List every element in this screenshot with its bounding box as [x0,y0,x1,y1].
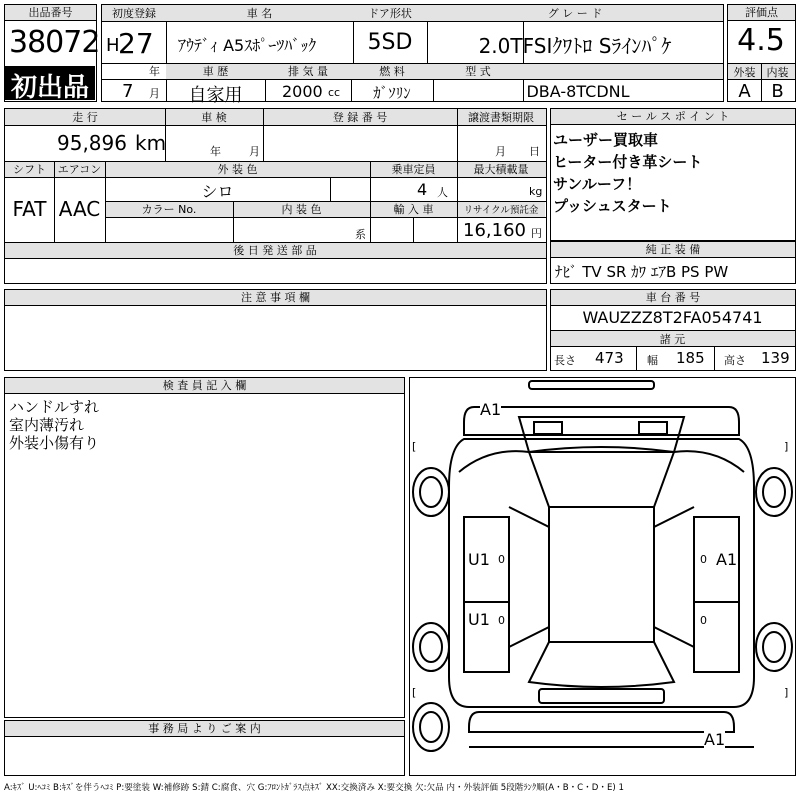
transfer-month-unit: 月 [495,145,506,158]
transfer-label: 譲渡書類期限 [468,111,534,124]
height-label: 高さ [724,354,746,367]
equipment-box [550,241,796,284]
sales-point: ユーザー買取車 [553,131,659,149]
mileage-unit: km [135,131,167,155]
first-listing-text: 初出品 [10,73,89,103]
year: 27 [118,27,154,60]
score-label: 評価点 [728,5,795,21]
interior-label: 内装 [766,66,789,79]
grade: 2.0TFSIｸﾜﾄﾛ Sﾗｲﾝﾊﾟｹ [478,34,672,58]
bracket-right-close: ] [784,440,789,453]
car-diagram [409,377,796,776]
sales-point: ヒーター付き革シート [553,153,703,171]
shift-label: シフト [13,163,46,176]
recycle-unit: 円 [531,227,542,240]
import-label: 輸 入 車 [393,203,434,216]
sales-point: プッシュスタート [553,197,672,215]
mark-left-front-door: U1 [468,550,490,569]
width: 185 [676,349,705,367]
exterior-grade: A [738,81,751,102]
zero-mark: 0 [700,553,707,566]
shift: FAT [12,197,47,221]
score: 4.5 [737,23,785,58]
inspection-month-unit: 月 [249,145,260,158]
fuel-label: 燃 料 [379,65,405,78]
exterior-label: 外装 [733,66,756,79]
width-label: 幅 [647,354,658,367]
ac: AAC [58,197,101,221]
score-box [727,4,796,102]
max-load-label: 最大積載量 [473,163,529,176]
damage-diagram-box [409,377,796,776]
grade-label: グ レ ー ド [547,7,603,20]
chassis-box [550,289,796,371]
notes-box [4,289,547,371]
chassis-number: WAUZZZ8T2FA054741 [582,308,763,327]
mark-front: A1 [480,400,502,419]
month-unit: 月 [149,87,160,100]
capacity-label: 乗車定員 [391,163,436,176]
int-color-unit: 系 [355,228,366,241]
history-label: 車 歴 [202,65,229,78]
ext-color: シロ [201,182,234,201]
sales-points-box [550,108,796,241]
history: 自家用 [188,85,243,106]
vehicle-header-table [101,4,724,106]
inspector-note: 外装小傷有り [9,434,100,452]
mark-rear: A1 [704,730,726,749]
legend: A:ｷｽﾞ U:ﾍｺﾐ B:ｷｽﾞを伴うﾍｺﾐ P:要塗装 W:補修跡 S:錆 C:腐食、穴 G:ﾌﾛﾝﾄｶﾞﾗｽ点ｷｽﾞ XX:交換済み X:要交換 欠:欠品 内・外装評価 5段階ﾗﾝｸ順(A・B・C・D・E) 1 [4,783,624,793]
color-no-label: カラー No. [141,203,197,216]
specs-label: 諸 元 [659,333,686,346]
office-label: 事 務 局 よ り ご 案 内 [5,721,404,737]
bracket-left-open: [ [412,440,417,453]
recycle-label: リサイクル預託金 [463,205,539,216]
era: H [106,35,120,56]
displacement-unit: cc [328,86,341,99]
recycle-fee: 16,160 [463,220,526,241]
mark-right-front-door: A1 [716,550,738,569]
mileage: 95,896 [57,131,127,155]
lot-number-label: 出品番号 [5,5,96,21]
inspector-note: ハンドルすれ [9,398,100,416]
inspector-box [4,377,405,718]
length-label: 長さ [554,354,576,367]
zero-mark: 0 [498,553,505,566]
details-table [4,108,547,284]
door-type: 5SD [367,30,413,55]
bracket-right-close: ] [784,686,789,699]
displacement: 2000 [282,82,323,101]
car-name-label: 車 名 [246,7,273,20]
sales-point: サンルーフ！ [553,175,642,193]
height: 139 [761,349,790,367]
capacity-unit: 人 [437,186,448,199]
zero-mark: 0 [498,614,505,627]
capacity: 4 [417,180,428,199]
model: DBA-8TCDNL [526,82,630,101]
ac-label: エアコン [57,163,102,176]
office-box [4,720,405,776]
notes-label: 注 意 事 項 欄 [5,290,546,306]
month: 7 [122,81,134,102]
mark-left-rear-door: U1 [468,610,490,629]
max-load-unit: kg [529,185,543,198]
int-color-label: 内 装 色 [281,203,322,216]
equipment-label: 純 正 装 備 [551,242,795,258]
ext-color-label: 外 装 色 [217,163,258,176]
fuel: ｶﾞｿﾘﾝ [373,84,411,102]
door-label: ドア形状 [368,7,412,20]
later-parts-label: 後 日 発 送 部 品 [233,244,317,257]
mileage-label: 走 行 [72,111,98,124]
inspection-year-unit: 年 [210,145,221,158]
bracket-left-open: [ [412,686,417,699]
transfer-day-unit: 日 [529,145,540,158]
inspector-note: 室内薄汚れ [9,416,85,434]
equipment: ﾅﾋﾞ TV SR ｶﾜ ｴｱB PS PW [555,263,729,281]
chassis-label: 車 台 番 号 [551,290,795,306]
inspector-label: 検 査 員 記 入 欄 [5,378,404,394]
interior-grade: B [771,81,784,102]
lot-number-box [4,4,100,103]
year-unit: 年 [149,65,160,78]
model-label: 型 式 [465,65,491,78]
length: 473 [595,349,624,367]
sales-points-label: セ ー ル ス ポ イ ン ト [551,109,795,125]
reg-no-label: 登 録 番 号 [332,111,388,124]
lot-number: 38072 [9,25,100,60]
car-name: ｱｳﾃﾞｨ A5ｽﾎﾟｰﾂﾊﾞｯｸ [178,36,317,55]
inspection-label: 車 検 [201,111,227,124]
zero-mark: 0 [700,614,707,627]
displacement-label: 排 気 量 [288,65,328,78]
first-reg-label: 初度登録 [112,7,156,20]
